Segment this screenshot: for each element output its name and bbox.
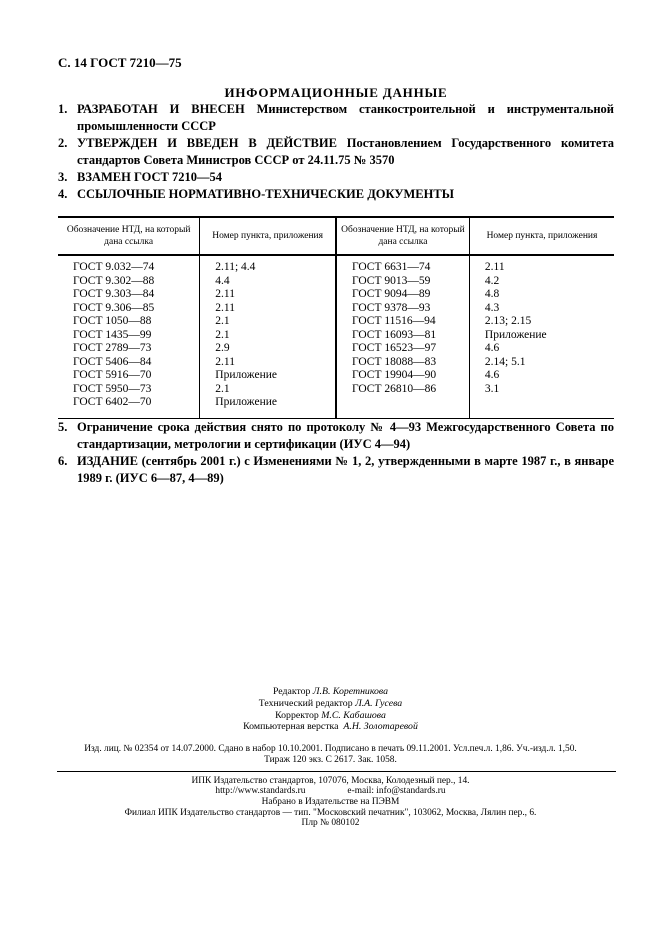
ntd-designation-cell: ГОСТ 9013—59 (336, 275, 469, 289)
item-number: 1. (58, 102, 68, 116)
table-row (58, 315, 614, 329)
ntd-designation-cell: ГОСТ 19904—90 (336, 369, 469, 383)
ntd-clause-cell: 2.11 (200, 302, 336, 316)
ntd-clause-cell: 4.2 (484, 274, 500, 287)
credit-line (0, 686, 661, 698)
ntd-clause-cell: 2.1 (200, 383, 336, 397)
ntd-clause-cell: 2.13; 2.15 (484, 315, 532, 327)
publisher-email: e-mail: info@standards.ru (347, 786, 446, 797)
col-header-designation-right: Обозначение НТД, на который дана ссылка (336, 217, 469, 255)
ntd-clause-cell: 2.1 (200, 329, 336, 343)
ntd-designation-cell: ГОСТ 6631—74 (336, 255, 469, 275)
credit-line (0, 698, 661, 710)
list-item-replaces (58, 169, 614, 186)
page-number-header: С. 14 ГОСТ 7210—75 (58, 55, 182, 70)
colophon (0, 686, 661, 829)
item-number: 4. (58, 187, 68, 201)
credit-line (0, 721, 661, 733)
table-row (58, 383, 614, 397)
publisher-address: ИПК Издательство стандартов, 107076, Москва, Колодезный пер., 14. (191, 775, 470, 786)
item-number: 6. (58, 453, 68, 468)
table-row (58, 275, 614, 289)
publisher-license: Плр № 080102 (301, 818, 360, 829)
col-header-designation-left: Обозначение НТД, на который дана ссылка (58, 217, 200, 255)
col-header-clause-left: Номер пункта, приложения (200, 217, 336, 255)
ntd-clause-cell: 2.11 (484, 261, 505, 273)
ntd-clause-cell: 4.6 (484, 369, 500, 381)
ntd-clause-cell: 2.14; 5.1 (484, 355, 526, 368)
table-header-row (58, 217, 614, 255)
ntd-clause-cell: Приложение (200, 369, 336, 383)
table-row (58, 396, 614, 418)
item-text: Ограничение срока действия снято по протоколу № 4—93 Межгосударственного Совета по стандартизации, метрологии и сертификации (ИУС 4—94) (77, 419, 614, 451)
ntd-designation-cell: ГОСТ 1435—99 (58, 329, 200, 343)
ntd-clause-cell: 3.1 (484, 382, 500, 395)
ntd-clause-cell: 4.3 (484, 301, 500, 314)
ntd-clause-cell: 2.11 (200, 356, 336, 370)
credit-name: Л.В. Коретникова (312, 686, 389, 697)
table-row (58, 356, 614, 370)
ntd-designation-cell: ГОСТ 1050—88 (58, 315, 200, 329)
ntd-clause-cell: 2.11 (200, 288, 336, 302)
ntd-clause-cell: 2.1 (200, 315, 336, 329)
item-text: УТВЕРЖДЕН И ВВЕДЕН В ДЕЙСТВИЕ Постановлением Государственного комитета стандартов Совета Министров СССР от 24.11.75 № 3570 (77, 136, 614, 167)
list-item-developed (58, 101, 614, 135)
col-header-clause-right: Номер пункта, приложения (469, 217, 614, 255)
ntd-designation-cell: ГОСТ 16523—97 (336, 342, 469, 356)
imprint-line-1: Изд. лиц. № 02354 от 14.07.2000. Сдано в набор 10.10.2001. Подписано в печать 09.11.2001. Усл.печ.л. 1,86. Уч.-изд.л. 1,50. (84, 744, 577, 755)
table-row (58, 255, 614, 275)
divider-rule (57, 771, 616, 772)
ntd-designation-cell: ГОСТ 9094—89 (336, 288, 469, 302)
table-row (58, 288, 614, 302)
ntd-clause-cell: 4.8 (484, 288, 500, 300)
credit-role: Технический редактор (258, 697, 353, 709)
item-text: ВЗАМЕН ГОСТ 7210—54 (77, 170, 222, 184)
list-item-edition (58, 453, 614, 487)
ntd-clause-cell: 4.4 (200, 275, 336, 289)
publisher-url: http://www.standards.ru (215, 786, 306, 797)
credit-name: М.С. Кабашова (321, 709, 386, 721)
imprint-line-2: Тираж 120 экз. С 2617. Зак. 1058. (264, 754, 397, 765)
ntd-clause-cell: Приложение (484, 328, 547, 341)
ntd-clause-cell: Приложение (200, 396, 336, 418)
ntd-designation-cell: ГОСТ 9.302—88 (58, 275, 200, 289)
ntd-designation-cell: ГОСТ 5916—70 (58, 369, 200, 383)
table-row (58, 302, 614, 316)
ntd-designation-cell (336, 396, 469, 418)
ntd-designation-cell: ГОСТ 5950—73 (58, 383, 200, 397)
list-item-validity (58, 419, 614, 453)
table-row (58, 329, 614, 343)
ntd-designation-cell: ГОСТ 2789—73 (58, 342, 200, 356)
credit-role: Компьютерная верстка (243, 721, 339, 733)
list-item-references-heading (58, 186, 614, 203)
credit-line (0, 710, 661, 722)
ntd-designation-cell: ГОСТ 11516—94 (336, 315, 469, 329)
table-row (58, 342, 614, 356)
publisher-contacts (0, 786, 661, 797)
item-text: ССЫЛОЧНЫЕ НОРМАТИВНО-ТЕХНИЧЕСКИЕ ДОКУМЕНТЫ (77, 187, 454, 201)
credit-role: Корректор (275, 709, 319, 721)
document-content (0, 55, 661, 487)
table-row (58, 369, 614, 383)
ntd-designation-cell: ГОСТ 9.032—74 (58, 255, 200, 275)
credit-name: Л.А. Гусева (355, 697, 403, 709)
imprint-block (0, 744, 661, 766)
ntd-designation-cell: ГОСТ 18088—83 (336, 356, 469, 370)
item-text: РАЗРАБОТАН И ВНЕСЕН Министерством станкостроительной и инструментальной промышленности СССР (77, 102, 614, 133)
ntd-designation-cell: ГОСТ 5406—84 (58, 356, 200, 370)
item-number: 3. (58, 170, 68, 184)
credit-role: Редактор (272, 686, 311, 697)
ntd-designation-cell: ГОСТ 9378—93 (336, 302, 469, 316)
credit-name: А.Н. Золотаревой (343, 721, 418, 733)
list-item-approved (58, 135, 614, 169)
publisher-typeset-note: Набрано в Издательстве на ПЭВМ (261, 796, 400, 807)
credits-block (0, 686, 661, 733)
ntd-designation-cell: ГОСТ 16093—81 (336, 329, 469, 343)
page-title: ИНФОРМАЦИОННЫЕ ДАННЫЕ (224, 85, 448, 100)
item-number: 5. (58, 419, 68, 434)
ntd-designation-cell: ГОСТ 26810—86 (336, 383, 469, 397)
ntd-clause-cell: 4.6 (484, 342, 500, 354)
publisher-block (0, 776, 661, 829)
item-text: ИЗДАНИЕ (сентябрь 2001 г.) с Изменениями № 1, 2, утвержденными в марте 1987 г., в январе 1989 г. (ИУС 6—87, 4—89) (77, 453, 614, 485)
ntd-designation-cell: ГОСТ 9.303—84 (58, 288, 200, 302)
publisher-branch: Филиал ИПК Издательство стандартов — тип. "Московский печатник", 103062, Москва, Лялин пер., 6. (124, 807, 537, 818)
ntd-references-table (58, 216, 614, 419)
ntd-table-body (58, 255, 614, 418)
ntd-clause-cell: 2.9 (200, 342, 336, 356)
ntd-clause-cell: 2.11; 4.4 (200, 255, 336, 275)
ntd-clause-cell (469, 396, 614, 418)
ntd-designation-cell: ГОСТ 6402—70 (58, 396, 200, 418)
item-number: 2. (58, 136, 68, 150)
ntd-designation-cell: ГОСТ 9.306—85 (58, 302, 200, 316)
